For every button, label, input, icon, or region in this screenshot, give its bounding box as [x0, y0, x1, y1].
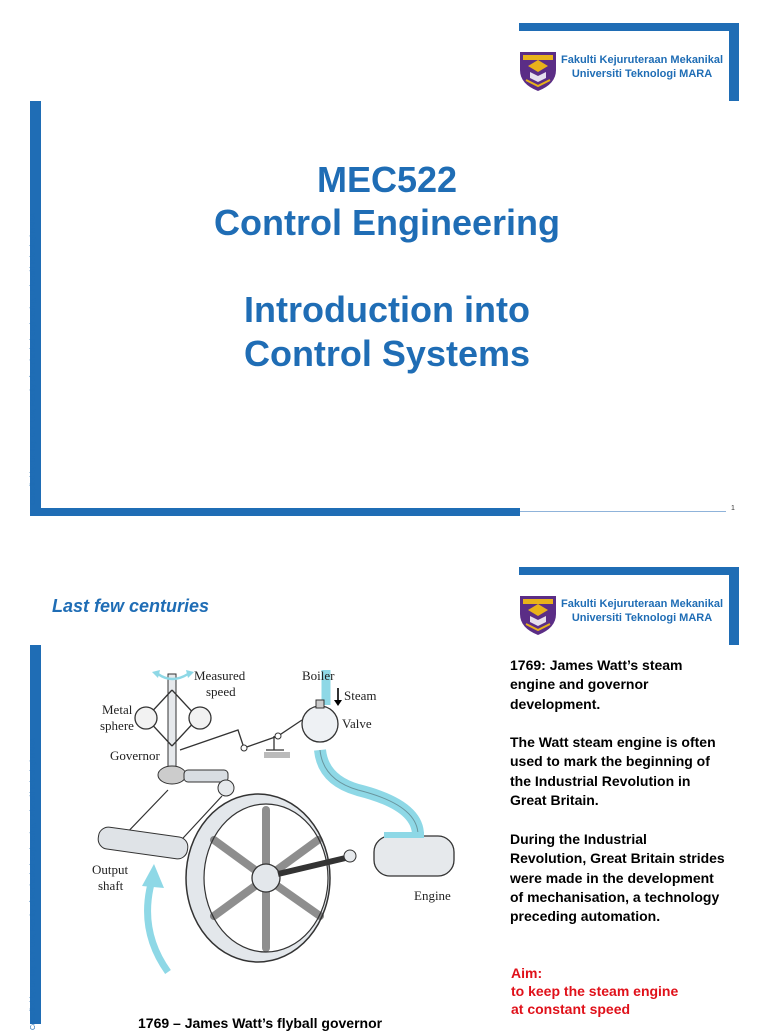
- page-number: 1: [731, 505, 735, 512]
- aim-line-2: at constant speed: [511, 1001, 631, 1017]
- lecture-title-line-2: Control Systems: [243, 333, 531, 374]
- institution-line-2: Universiti Teknologi MARA: [571, 612, 713, 624]
- label-output-shaft-1: Output: [92, 862, 129, 877]
- header-bar-top-2: [519, 567, 739, 575]
- paragraph-3: During the Industrial Revolution, Great Britain strides were made in the development of mechanisation, a technology preceding automation.: [510, 831, 725, 925]
- course-title: Control Engineering: [214, 202, 560, 243]
- institution-line-1: Fakulti Kejuruteraan Mekanikal: [561, 598, 723, 610]
- institution-name-2: [552, 597, 732, 625]
- paragraph-1: 1769: James Watt’s steam engine and governor development.: [510, 657, 683, 712]
- label-metal-sphere-2: sphere: [100, 718, 134, 733]
- aim-label: Aim:: [511, 965, 543, 981]
- lecture-title-line-1: Introduction into: [244, 289, 530, 330]
- slide-heading: Last few centuries: [52, 596, 210, 616]
- side-credit: Compiled by: Dr.-Ing. C.Y. Low, Faculty of Mechanical Engineering, Universiti Teknologi MARA: [30, 213, 37, 505]
- label-metal-sphere-1: Metal: [102, 702, 133, 717]
- diagram-caption: 1769 – James Watt’s flyball governor: [138, 1015, 383, 1031]
- institution-line-2: Universiti Teknologi MARA: [571, 68, 713, 80]
- paragraph-2: The Watt steam engine is often used to mark the beginning of the Industrial Revolution in Great Britain.: [510, 734, 716, 808]
- bottom-bar: [30, 508, 520, 516]
- aim-line-1: to keep the steam engine: [511, 983, 679, 999]
- label-governor: Governor: [110, 748, 160, 763]
- label-measured-speed-2: speed: [206, 684, 236, 699]
- bottom-rule: [520, 511, 726, 512]
- course-code: MEC522: [316, 159, 458, 200]
- label-valve: Valve: [342, 716, 372, 731]
- label-boiler: Boiler: [302, 668, 335, 683]
- label-output-shaft-2: shaft: [98, 878, 124, 893]
- side-credit-2: Compiled by: Dr.-Ing. C.Y. Low, Faculty of Mechanical Engineering, Universiti Teknologi MARA: [30, 738, 37, 1030]
- institution-line-1: Fakulti Kejuruteraan Mekanikal: [561, 54, 723, 66]
- aim-block: [511, 964, 678, 1018]
- label-engine: Engine: [414, 888, 451, 903]
- flyball-governor-diagram: [88, 660, 480, 1000]
- label-measured-speed-1: Measured: [194, 668, 246, 683]
- label-steam: Steam: [344, 688, 377, 703]
- institution-name: [552, 53, 732, 81]
- header-bar-top: [519, 23, 739, 31]
